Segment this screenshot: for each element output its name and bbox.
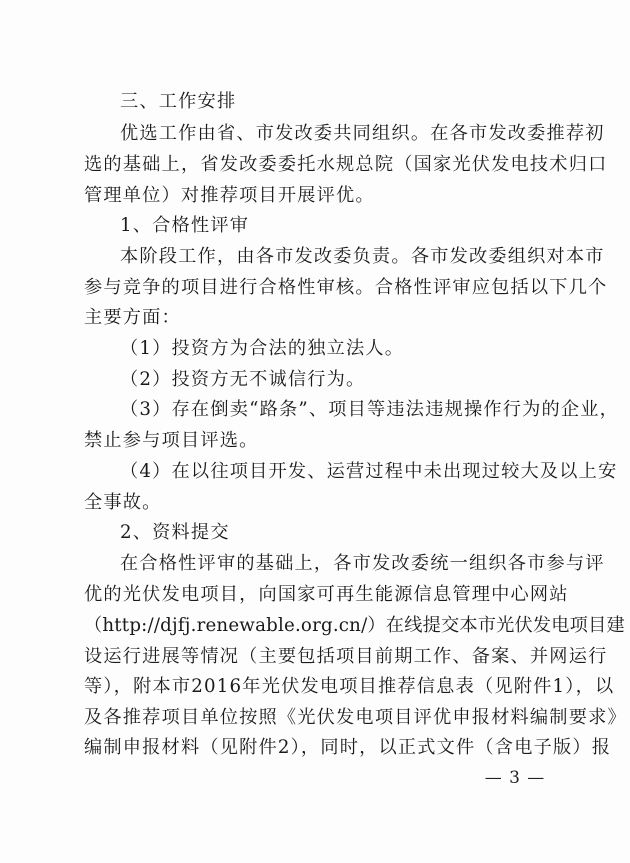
paragraph-line: 管理单位）对推荐项目开展评优。 bbox=[84, 185, 375, 206]
list-item: （2）投资方无不诚信行为。 bbox=[120, 369, 366, 390]
paragraph-line: 参与竞争的项目进行合格性审核。合格性评审应包括以下几个 bbox=[84, 277, 608, 298]
paragraph-line: 本阶段工作，由各市发改委负责。各市发改委组织对本市 bbox=[120, 246, 605, 267]
paragraph-line: 设运行进展等情况（主要包括项目前期工作、备案、并网运行 bbox=[84, 646, 608, 667]
list-item: （4）在以往项目开发、运营过程中未出现过较大及以上安 bbox=[120, 461, 618, 482]
section-heading-work-arrangement: 三、工作安排 bbox=[120, 91, 237, 112]
list-item-continuation: 全事故。 bbox=[84, 492, 162, 513]
list-item: （3）存在倒卖“路条”、项目等违法违规操作行为的企业， bbox=[120, 399, 620, 420]
paragraph-line-with-url: （http://djfj.renewable.org.cn/）在线提交本市光伏发电项目建 bbox=[84, 615, 625, 636]
paragraph-line: 优选工作由省、市发改委共同组织。在各市发改委推荐初 bbox=[120, 123, 605, 144]
paragraph-line: 优的光伏发电项目，向国家可再生能源信息管理中心网站 bbox=[84, 584, 569, 605]
paragraph-line: 选的基础上，省发改委委托水规总院（国家光伏发电技术归口 bbox=[84, 154, 608, 175]
list-item-continuation: 禁止参与项目评选。 bbox=[84, 430, 259, 451]
paragraph-line: 等），附本市2016年光伏发电项目推荐信息表（见附件1），以 bbox=[84, 676, 615, 697]
paragraph-line: 编制申报材料（见附件2），同时，以正式文件（含电子版）报 bbox=[84, 737, 612, 758]
list-item: （1）投资方为合法的独立法人。 bbox=[120, 338, 405, 359]
paragraph-line: 主要方面： bbox=[84, 307, 181, 328]
paragraph-line: 在合格性评审的基础上，各市发改委统一组织各市参与评 bbox=[120, 553, 605, 574]
subheading-qualification-review: 1、合格性评审 bbox=[120, 215, 250, 236]
page-number: — 3 — bbox=[484, 768, 546, 788]
subheading-document-submission: 2、资料提交 bbox=[120, 522, 230, 543]
paragraph-line: 及各推荐项目单位按照《光伏发电项目评优申报材料编制要求》 bbox=[84, 707, 627, 728]
